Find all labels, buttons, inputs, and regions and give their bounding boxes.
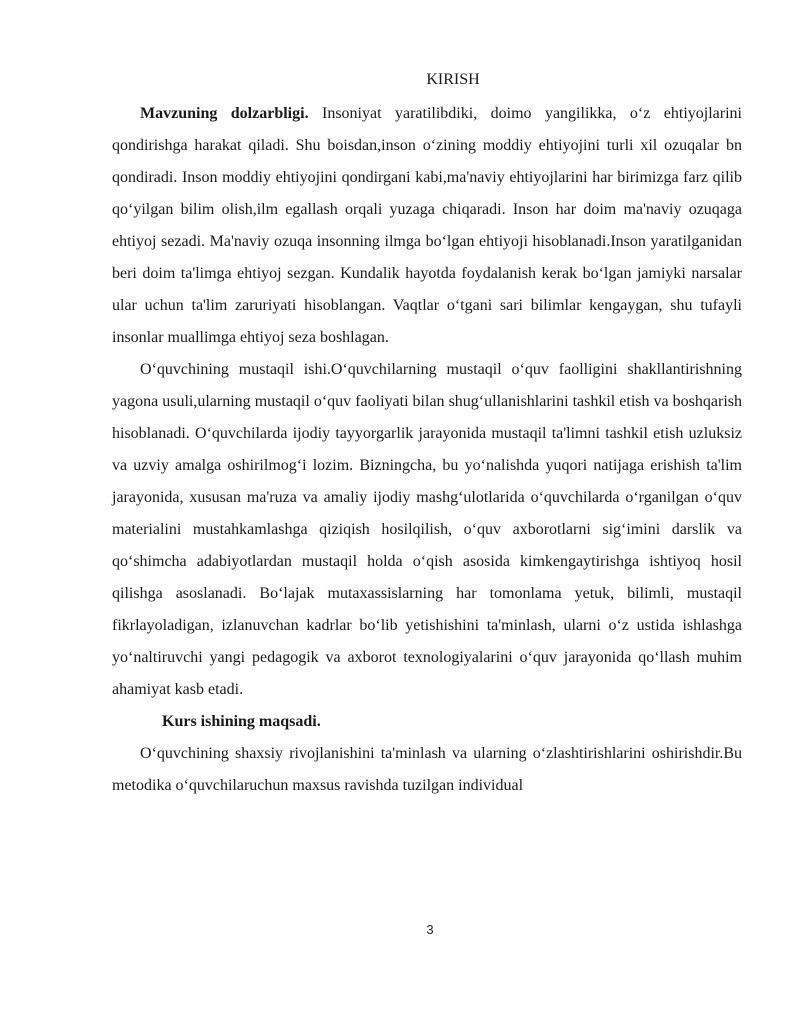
paragraph-text: Insoniyat yaratilibdiki, doimo yangilikka, o‘z ehtiyojlarini qondirishga harakat qiladi. Shu boisdan,inson o‘zining moddiy ehtiyojini turli xil ozuqalar bn qondiradi. Inson moddiy ehtiyojini qondirgani kabi,ma'naviy ehtiyojlarini har birimizga farz qilib qo‘yilgan bilim olish,ilm egallash orqali yuzaga chiqaradi. Inson har doim ma'naviy ozuqaga ehtiyoj sezadi. Ma'naviy ozuqa insonning ilmga bo‘lgan ehtiyoji hisoblanadi.Inson yaratilganidan beri doim ta'limga ehtiyoj sezgan. Kundalik hayotda foydalanish kerak bo‘lgan jamiyki narsalar ular uchun ta'lim zaruriyati hisoblangan. Vaqtlar o‘tgani sari bilimlar kengaygan, shu tufayli insonlar muallimga ehtiyoj seza boshlagan.: [112, 105, 742, 346]
paragraph-relevance: [112, 98, 742, 354]
page-content: [112, 70, 742, 802]
page-number: 3: [426, 922, 434, 937]
paragraph-lead: Mavzuning dolzarbligi.: [140, 105, 309, 122]
paragraph-goal: O‘quvchining shaxsiy rivojlanishini ta'minlash va ularning o‘zlashtirishlarini oshirishdir.Bu metodika o‘quvchilaruchun maxsus ravishda tuzilgan individual: [112, 745, 742, 794]
page-title: KIRISH: [426, 71, 480, 88]
section-heading: Kurs ishining maqsadi.: [162, 713, 321, 730]
paragraph-independent-work: O‘quvchining mustaqil ishi.O‘quvchilarning mustaqil o‘quv faolligini shakllantirishning yagona usuli,ularning mustaqil o‘quv faoliyati bilan shug‘ullanishlarini tashkil etish va boshqarish hisoblanadi. O‘quvchilarda ijodiy tayyorgarlik jarayonida mustaqil ta'limni tashkil etish uzluksiz va uzviy amalga oshirilmog‘i lozim. Bizningcha, bu yo‘nalishda yuqori natijaga erishish ta'lim jarayonida, xususan ma'ruza va amaliy ijodiy mashg‘ulotlarida o‘quvchilarda o‘rganilgan o‘quv materialini mustahkamlashga qiziqish hosilqilish, o‘quv axborotlarni sig‘imini darslik va qo‘shimcha adabiyotlardan mustaqil holda o‘qish asosida kimkengaytirishga ishtiyoq hosil qilishga asoslanadi. Bo‘lajak mutaxassislarning har tomonlama yetuk, bilimli, mustaqil fikrlayoladigan, izlanuvchan kadrlar bo‘lib yetishishini ta'minlash, ularni o‘z ustida ishlashga yo‘naltiruvchi yangi pedagogik va axborot texnologiyalarini o‘quv jarayonida qo‘llash muhim ahamiyat kasb etadi.: [112, 361, 742, 698]
